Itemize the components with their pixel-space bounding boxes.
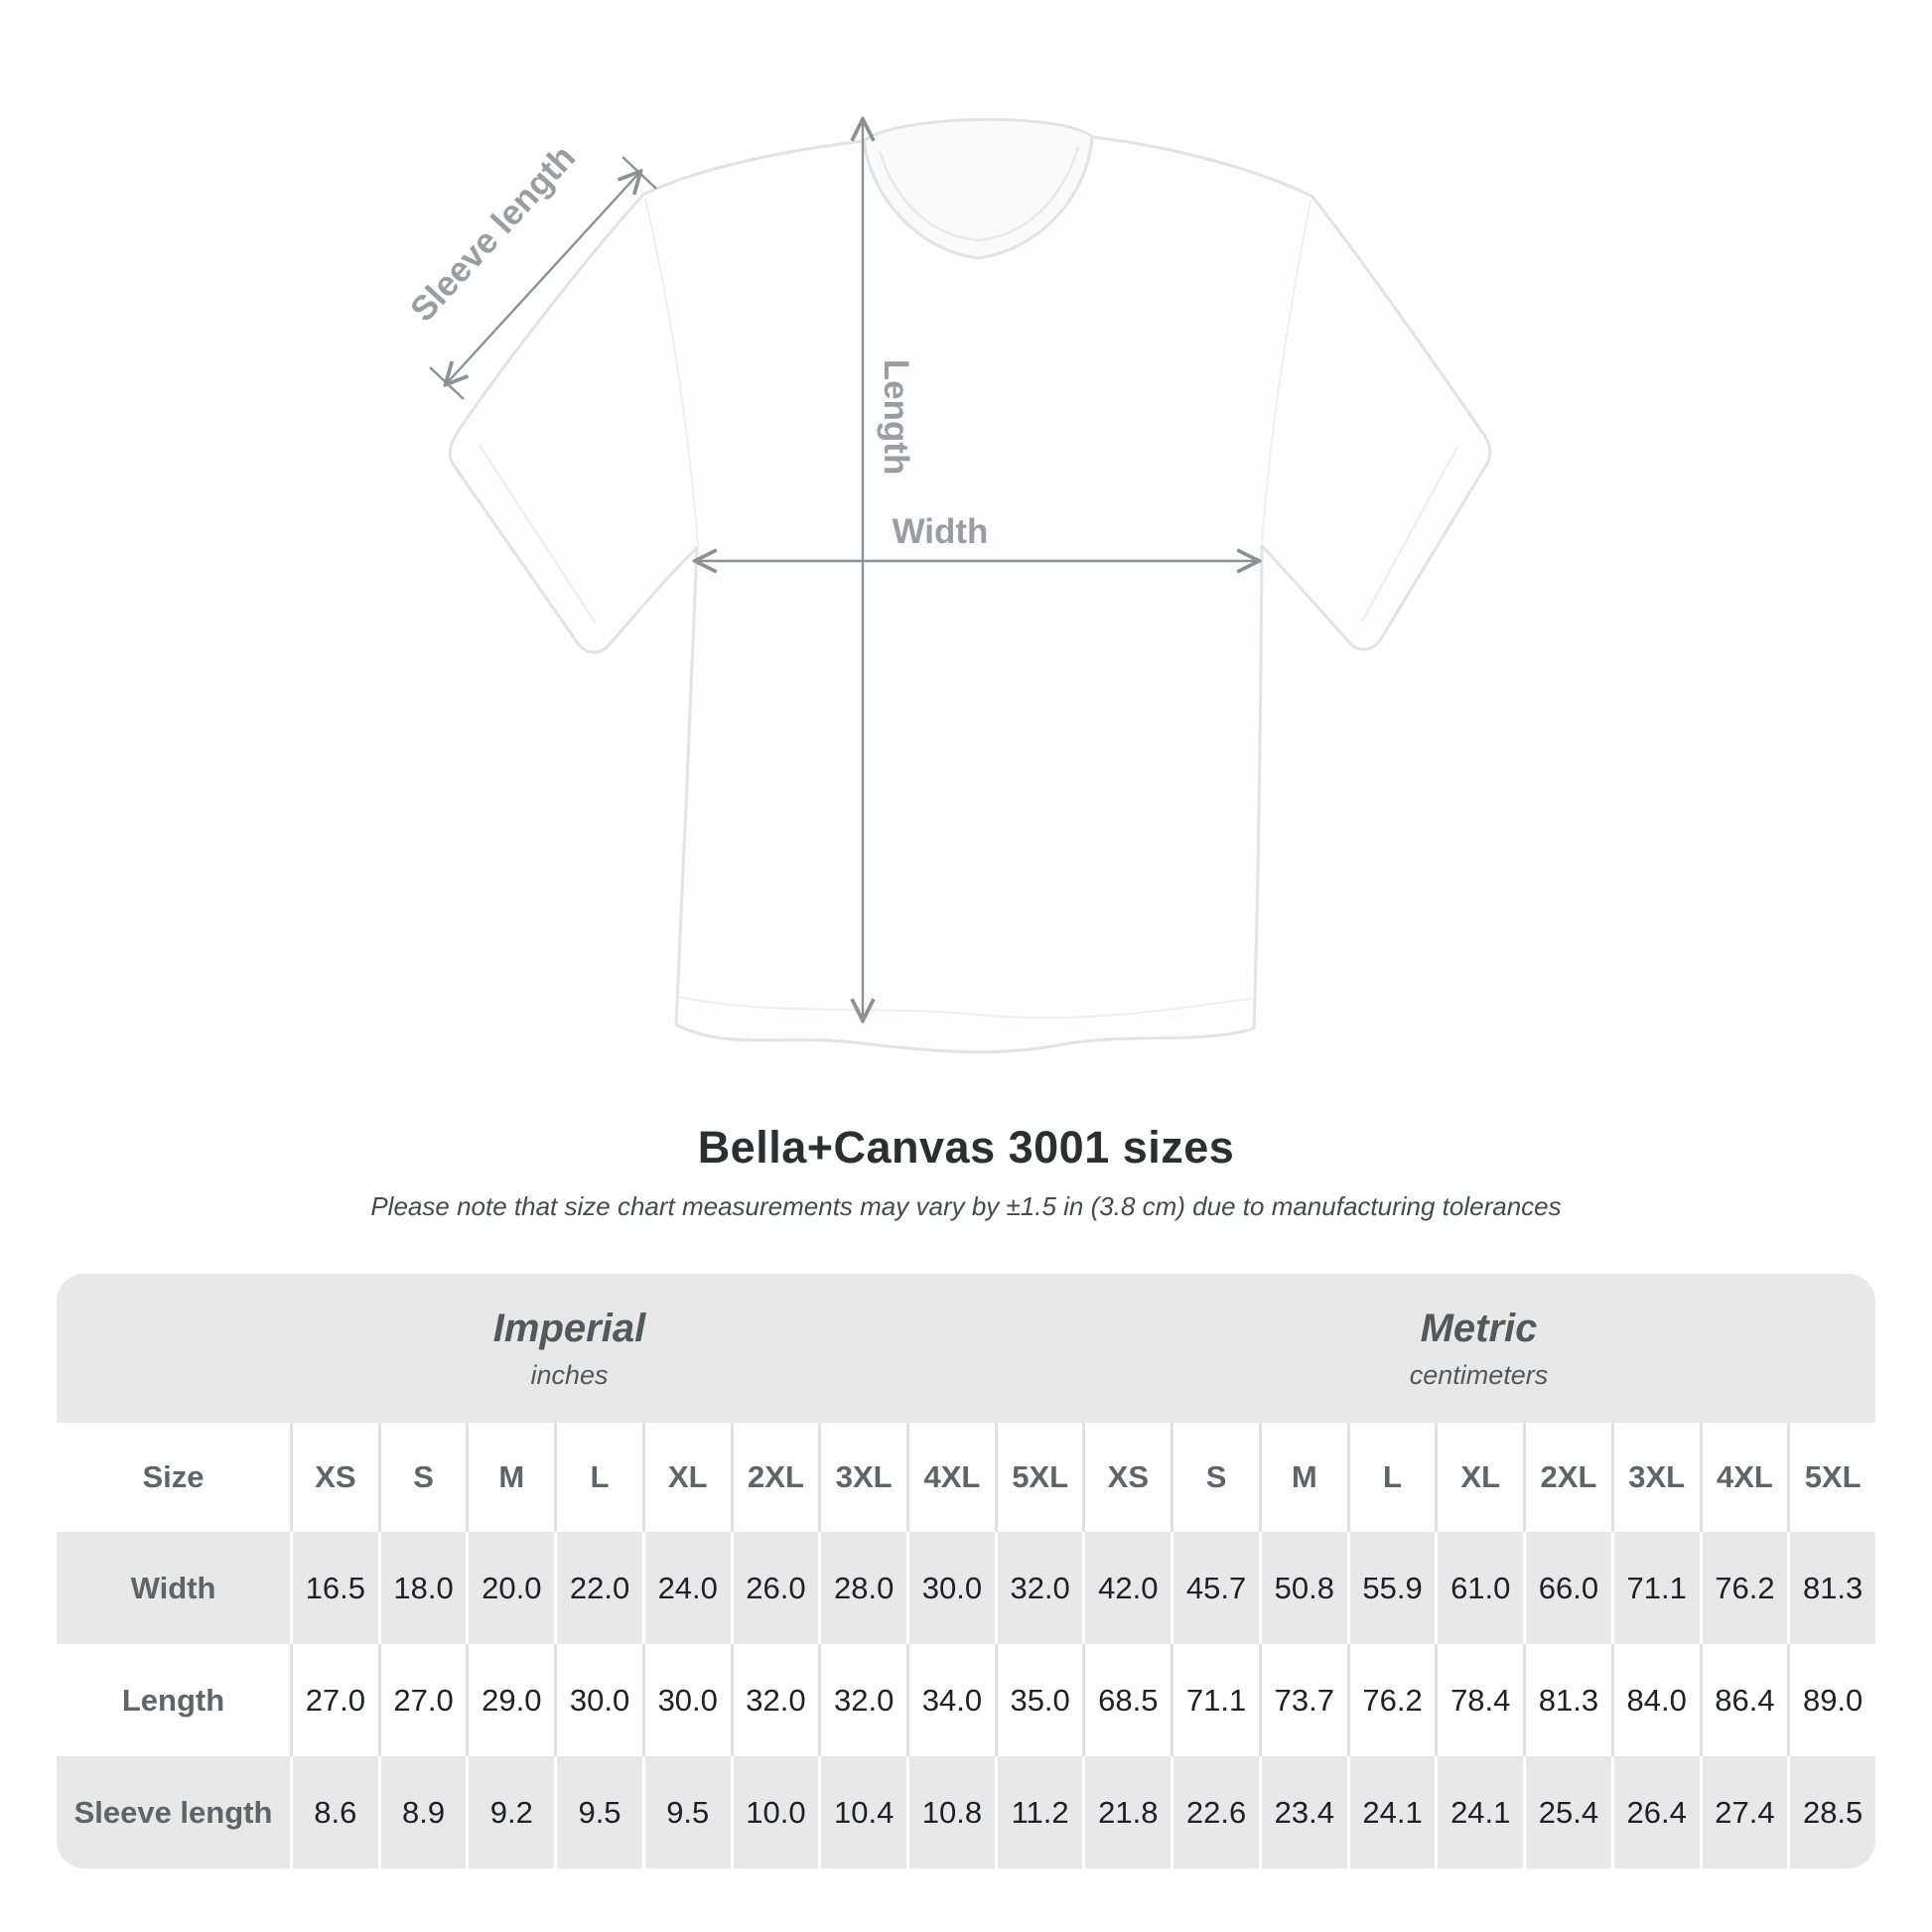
value-cell: 10.4: [818, 1756, 906, 1868]
value-cell: 76.2: [1347, 1644, 1436, 1756]
value-cell: 30.0: [642, 1644, 731, 1756]
size-header-cell: S: [1171, 1423, 1259, 1532]
value-cell: 23.4: [1259, 1756, 1347, 1868]
imperial-group-header: [57, 1274, 1082, 1423]
value-cell: 45.7: [1171, 1532, 1259, 1644]
unit-group-header: [57, 1274, 1875, 1423]
size-header-cell: M: [1259, 1423, 1347, 1532]
sleeve-length-label: Sleeve length: [402, 137, 584, 330]
value-cell: 25.4: [1523, 1756, 1611, 1868]
value-cell: 66.0: [1523, 1532, 1611, 1644]
table-body: [57, 1532, 1875, 1868]
size-header-cell: L: [1347, 1423, 1436, 1532]
value-cell: 73.7: [1259, 1644, 1347, 1756]
size-header-cell: 2XL: [1523, 1423, 1611, 1532]
size-header-cell: 3XL: [818, 1423, 906, 1532]
value-cell: 34.0: [906, 1644, 995, 1756]
sleeve-arrow-tick-end: [622, 157, 656, 189]
value-cell: 76.2: [1700, 1532, 1788, 1644]
value-cell: 16.5: [290, 1532, 378, 1644]
value-cell: 24.1: [1347, 1756, 1436, 1868]
value-cell: 35.0: [995, 1644, 1083, 1756]
metric-unit-label: centimeters: [1409, 1359, 1549, 1390]
table-row: [57, 1532, 1875, 1644]
value-cell: 8.9: [378, 1756, 467, 1868]
value-cell: 89.0: [1787, 1644, 1875, 1756]
imperial-unit-label: inches: [530, 1359, 609, 1390]
value-cell: 86.4: [1700, 1644, 1788, 1756]
value-cell: 27.0: [290, 1644, 378, 1756]
value-cell: 71.1: [1171, 1644, 1259, 1756]
size-header-cell: 4XL: [906, 1423, 995, 1532]
value-cell: 9.2: [466, 1756, 554, 1868]
value-cell: 28.0: [818, 1532, 906, 1644]
value-cell: 32.0: [995, 1532, 1083, 1644]
width-label: Width: [892, 512, 989, 551]
size-header-cell: 5XL: [1787, 1423, 1875, 1532]
page-title: Bella+Canvas 3001 sizes: [697, 1122, 1235, 1173]
size-table: [57, 1274, 1875, 1868]
tshirt-shape: [450, 119, 1490, 1051]
size-header-cell: M: [466, 1423, 554, 1532]
value-cell: 32.0: [818, 1644, 906, 1756]
size-header-cell: XL: [1435, 1423, 1523, 1532]
row-label-cell: Length: [121, 1682, 225, 1718]
length-label: Length: [877, 358, 915, 476]
value-cell: 26.0: [731, 1532, 819, 1644]
value-cell: 27.0: [378, 1644, 467, 1756]
metric-group-header: [1082, 1274, 1875, 1423]
value-cell: 29.0: [466, 1644, 554, 1756]
value-cell: 71.1: [1611, 1532, 1700, 1644]
size-header-cell: XL: [642, 1423, 731, 1532]
value-cell: 61.0: [1435, 1532, 1523, 1644]
value-cell: 8.6: [290, 1756, 378, 1868]
value-cell: 9.5: [554, 1756, 642, 1868]
value-cell: 32.0: [731, 1644, 819, 1756]
value-cell: 20.0: [466, 1532, 554, 1644]
table-row: [57, 1644, 1875, 1756]
value-cell: 18.0: [378, 1532, 467, 1644]
value-cell: 50.8: [1259, 1532, 1347, 1644]
size-column-header: Size: [142, 1459, 205, 1494]
size-header-cell: XS: [1082, 1423, 1171, 1532]
value-cell: 22.0: [554, 1532, 642, 1644]
size-header-cell: 4XL: [1700, 1423, 1788, 1532]
value-cell: 81.3: [1787, 1532, 1875, 1644]
value-cell: 84.0: [1611, 1644, 1700, 1756]
tolerance-note: Please note that size chart measurements may vary by ±1.5 in (3.8 cm) due to manufacturing tolerances: [370, 1191, 1562, 1221]
size-header-cell: XS: [290, 1423, 378, 1532]
size-header-cell: 2XL: [731, 1423, 819, 1532]
table-row: [57, 1756, 1875, 1868]
sleeve-arrow-tick-start: [430, 367, 464, 399]
value-cell: 68.5: [1082, 1644, 1171, 1756]
size-header-cell: 5XL: [995, 1423, 1083, 1532]
imperial-label: Imperial: [492, 1306, 646, 1350]
size-header-cell: S: [378, 1423, 467, 1532]
metric-label: Metric: [1420, 1306, 1538, 1350]
size-header-cell: L: [554, 1423, 642, 1532]
value-cell: 24.1: [1435, 1756, 1523, 1868]
value-cell: 30.0: [906, 1532, 995, 1644]
value-cell: 27.4: [1700, 1756, 1788, 1868]
value-cell: 10.0: [731, 1756, 819, 1868]
value-cell: 24.0: [642, 1532, 731, 1644]
row-label-cell: Sleeve length: [73, 1794, 273, 1830]
size-header-cell: 3XL: [1611, 1423, 1700, 1532]
value-cell: 81.3: [1523, 1644, 1611, 1756]
value-cell: 28.5: [1787, 1756, 1875, 1868]
value-cell: 21.8: [1082, 1756, 1171, 1868]
value-cell: 22.6: [1171, 1756, 1259, 1868]
value-cell: 55.9: [1347, 1532, 1436, 1644]
value-cell: 26.4: [1611, 1756, 1700, 1868]
row-label-cell: Width: [130, 1570, 216, 1605]
value-cell: 10.8: [906, 1756, 995, 1868]
table-header-row: [57, 1423, 1875, 1532]
value-cell: 42.0: [1082, 1532, 1171, 1644]
value-cell: 78.4: [1435, 1644, 1523, 1756]
value-cell: 9.5: [642, 1756, 731, 1868]
value-cell: 11.2: [995, 1756, 1083, 1868]
value-cell: 30.0: [554, 1644, 642, 1756]
